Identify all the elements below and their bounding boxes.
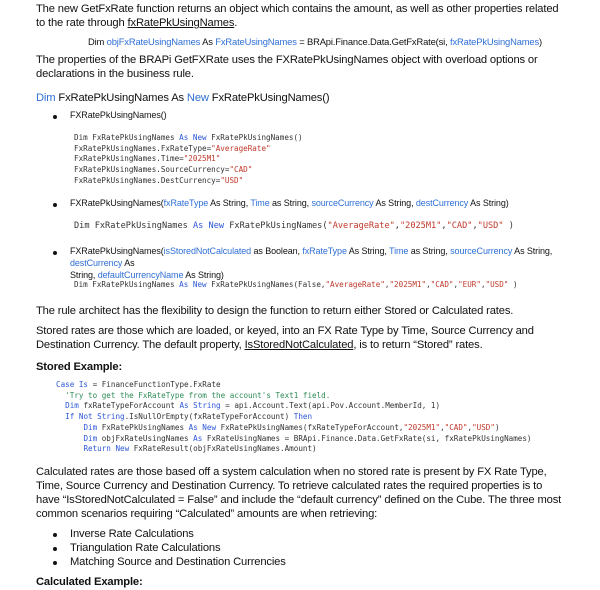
architect-paragraph: The rule architect has the flexibility to design the function to return either Stored or Calculated rates.	[36, 305, 514, 317]
overload-3-label: FXRatePkUsingNames(isStoredNotCalculated as Boolean, fxRateType As String, Time as String, sourceCurrency As String, destCurrency As String, defaultCurrencyName As String)	[70, 246, 553, 280]
list-item: Matching Source and Destination Currencies	[70, 556, 286, 568]
intro-link[interactable]: fxRatePkUsingNames	[127, 17, 235, 29]
list-item: Triangulation Rate Calculations	[70, 542, 221, 554]
bullet-marker	[53, 561, 57, 565]
bullet-marker	[53, 533, 57, 537]
code-block-stored: Case Is = FinanceFunctionType.FxRate 'Try to get the FxRateType from the account's Text1 field. Dim fxRateTypeForAccount As String = api.Account.Text(api.Pov.Account.MemberId, 1) If Not String.IsNullOrEmpty(fxRateTypeForAccount) Then Dim FxRatePkUsingNames As New FxRatePkUsingNames(fxRateTypeForAccount,"2025M1","CAD","USD") Dim objFxRateUsingNames As FxRateUsingNames = BRApi.Finance.Data.GetFxRate(si, fxRatePkUsingNames) Return New FxRateResult(objFxRateUsingNames.Amount)	[56, 380, 532, 454]
getfxrate-declaration: Dim objFxRateUsingNames As FxRateUsingNames = BRApi.Finance.Data.GetFxRate(si, fxRatePkUsingNames)	[88, 36, 542, 47]
stored-example-heading: Stored Example:	[36, 361, 123, 373]
bullet-marker	[53, 251, 57, 255]
bullet-marker	[53, 547, 57, 551]
properties-paragraph: The properties of the BRAPi GetFXRate uses the FXRatePkUsingNames object with overload options or declarations in the business rule.	[36, 54, 538, 80]
code-block-2: Dim FxRatePkUsingNames As New FxRatePkUsingNames("AverageRate","2025M1","CAD","USD" )	[74, 221, 514, 231]
intro-paragraph: The new GetFxRate function returns an object which contains the amount, as well as other properties related to the rate through fxRatePkUsingNames.	[36, 3, 559, 29]
intro-text: The new GetFxRate function returns an object which contains the amount, as well as other properties related to the rate through	[36, 3, 559, 29]
code-block-1: Dim FxRatePkUsingNames As New FxRatePkUsingNames() FxRatePkUsingNames.FxRateType="AverageRate" FxRatePkUsingNames.Time="2025M1" FxRatePkUsingNames.SourceCurrency="CAD" FxRatePkUsingNames.DestCurrency="USD"	[74, 133, 303, 185]
dim-new-line: Dim FxRatePkUsingNames As New FxRatePkUsingNames()	[36, 92, 330, 104]
stored-paragraph: Stored rates are those which are loaded, or keyed, into an FX Rate Type by Time, Source Currency and Destination Currency. The default property, IsStoredNotCalculated, is to return “Stored” rates.	[36, 325, 534, 351]
list-item: Inverse Rate Calculations	[70, 528, 194, 540]
bullet-marker	[53, 203, 57, 207]
calculated-example-heading: Calculated Example:	[36, 576, 143, 588]
overload-1-label: FXRatePkUsingNames()	[70, 110, 167, 120]
bullet-marker	[53, 115, 57, 119]
calculated-paragraph: Calculated rates are those based off a system calculation when no stored rate is present by FX Rate Type, Time, Source Currency and Destination Currency. To retrieve calculated rates the required properties is to have “IsStoredNotCalculated = False” and include the “default currency” defined on the Cube. The three most common scenarios requiring “Calculated” amounts are when retrieving:	[36, 466, 562, 520]
overload-2-label: FXRatePkUsingNames(fxRateType As String, Time as String, sourceCurrency As String, destCurrency As String)	[70, 198, 509, 208]
code-block-3: Dim FxRatePkUsingNames As New FxRatePkUsingNames(False,"AverageRate","2025M1","CAD","EUR","USD" )	[74, 280, 518, 289]
